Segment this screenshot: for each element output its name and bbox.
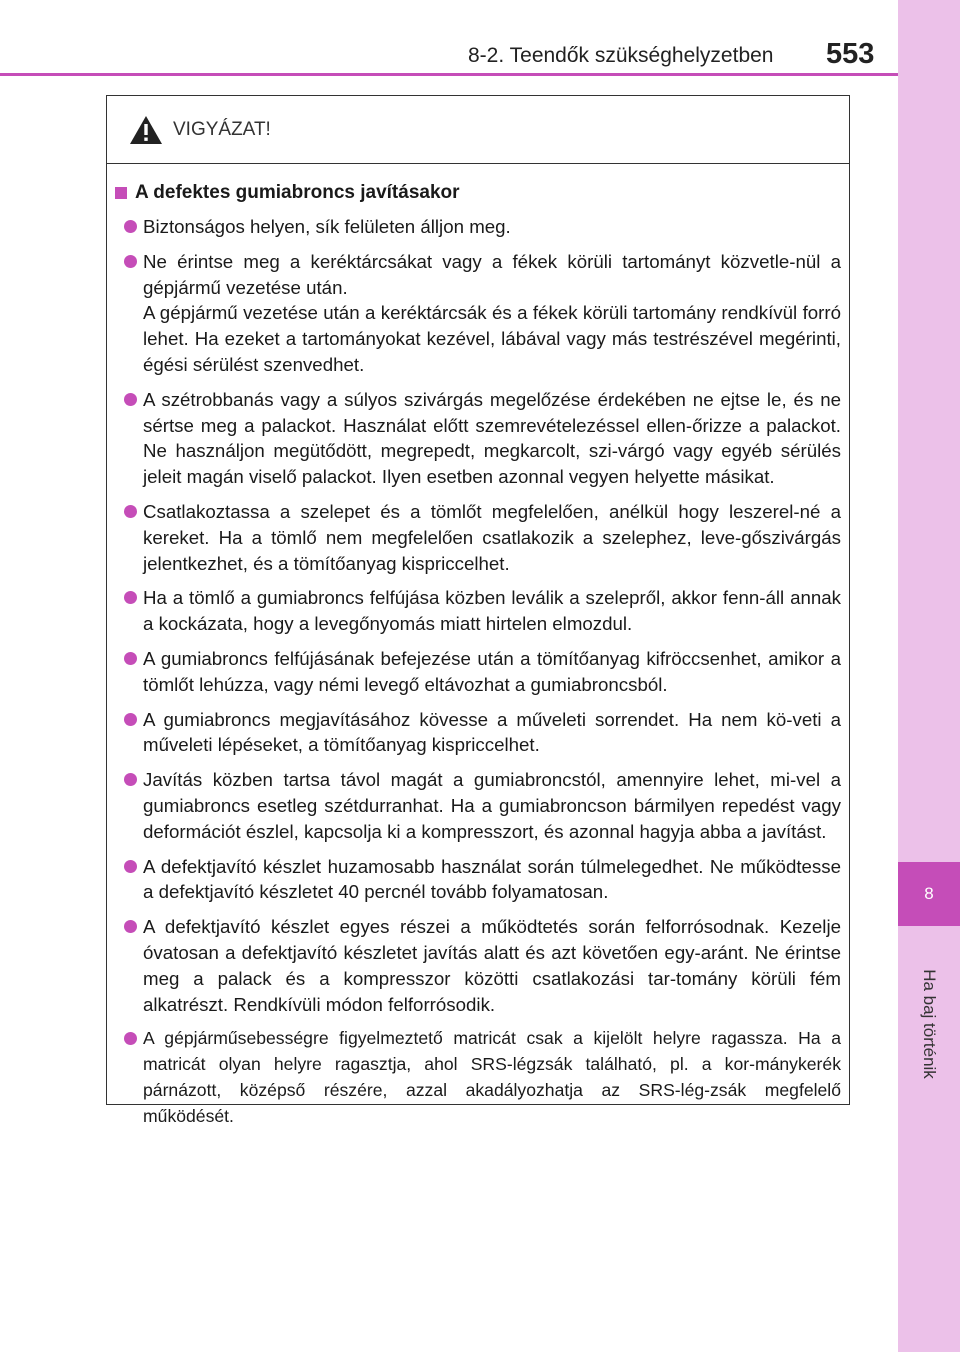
bullet-dot-icon — [124, 713, 137, 726]
bullet-item — [115, 249, 841, 378]
chapter-number-tab[interactable] — [898, 862, 960, 926]
square-bullet-icon — [115, 187, 127, 199]
warning-triangle-icon — [129, 115, 163, 145]
chapter-title: Ha baj történik — [920, 969, 939, 1079]
bullet-dot-icon — [124, 393, 137, 406]
bullet-item — [115, 914, 841, 1017]
bullet-text: Javítás közben tartsa távol magát a gumiabroncstól, amennyire lehet, mi-vel a gumiabroncs esetleg szétdurranhat. Ha a gumiabroncson bármilyen repedést vagy deformációt észlel, kapcsolja ki a kompresszort, és azonnal hagyja abba a javítást. — [143, 769, 841, 842]
header-rule — [0, 73, 898, 76]
bullet-item — [115, 1026, 841, 1129]
bullet-item — [115, 646, 841, 698]
bullet-dot-icon — [124, 652, 137, 665]
bullet-text: A szétrobbanás vagy a súlyos szivárgás megelőzése érdekében ne ejtse le, és ne sértse meg a palackot. Használat előtt szemrevételezéssel ellen-őrizze a palackot. Ne használjon megütődött, megrepedt, megkarcolt, szi-várgó vagy egyéb sérülés jeleit magán viselő palackot. Ilyen esetben azonnal vegyen helyette másikat. — [143, 388, 841, 488]
bullet-text: A gumiabroncs felfújásának befejezése után a tömítőanyag kifröccsenhet, amikor a tömlőt lehúzza, vagy némi levegő eltávozhat a gumiabroncsból. — [143, 647, 841, 695]
chapter-number: 8 — [924, 884, 934, 903]
bullet-text: A gépjárműsebességre figyelmeztető matricát csak a kijelölt helyre ragassza. Ha a matricát olyan helyre ragasztja, ahol SRS-légzsák található, pl. a kor-mánykerék párnázott, középső részére, azzal akadályozhatja az SRS-lég-zsák megfelelő működését. — [143, 1028, 841, 1126]
topic-title: A defektes gumiabroncs javításakor — [135, 182, 460, 203]
bullet-dot-icon — [124, 860, 137, 873]
bullet-dot-icon — [124, 591, 137, 604]
bullet-text: Csatlakoztassa a szelepet és a tömlőt megfelelően, anélkül hogy leszerel-né a kereket. Ha a tömlő nem megfelelően csatlakozik a szelephez, leve-gőszivárgás jelentkezhet, és a tömítőanyag kispriccelhet. — [143, 500, 841, 574]
bullet-dot-icon — [124, 220, 137, 233]
warning-header — [107, 96, 849, 164]
bullet-dot-icon — [124, 773, 137, 786]
warning-title: VIGYÁZAT! — [173, 118, 271, 140]
bullet-text: A defektjavító készlet egyes részei a működtetés során felforrósodnak. Kezelje óvatosan a defektjavító készletet javítás alatt és azt követően egy-aránt. Ne érintse meg a palack és a kompresszor közötti csatlakozási tar-tomány körüli fém alkatrészt. Rendkívüli módon felforrósodik. — [143, 916, 841, 1015]
bullet-item — [115, 707, 841, 759]
bullet-dot-icon — [124, 505, 137, 518]
bullet-item — [115, 767, 841, 844]
bullet-item — [115, 585, 841, 637]
bullet-item — [115, 854, 841, 906]
chapter-title-tab[interactable] — [898, 954, 960, 1094]
bullet-item — [115, 499, 841, 576]
bullet-dot-icon — [124, 255, 137, 268]
warning-body — [107, 164, 849, 1130]
bullet-text: Biztonságos helyen, sík felületen álljon meg. — [143, 216, 511, 237]
bullet-text: A defektjavító készlet huzamosabb használat során túlmelegedhet. Ne működtesse a defektjavító készletet 40 percnél tovább folyamatosan. — [143, 855, 841, 903]
bullet-text: Ne érintse meg a keréktárcsákat vagy a fékek körüli tartományt közvetle-nül a gépjármű vezetése után. A gépjármű vezetése után a keréktárcsák és a fékek körüli tartomány rendkívül forró lehet. Ha ezeket a tartományokat kezével, lábával vagy más testrészével megérinti, égési sérülést szenvedhet. — [143, 250, 841, 375]
page-number: 553 — [826, 38, 875, 70]
topic-heading — [115, 182, 841, 204]
bullet-text: Ha a tömlő a gumiabroncs felfújása közben leválik a szelepről, akkor fenn-áll annak a kockázata, hogy a levegőnyomás miatt hirtelen elmozdul. — [143, 587, 841, 635]
chapter-side-tab — [898, 0, 960, 1352]
bullet-text: A gumiabroncs megjavításához kövesse a műveleti sorrendet. Ha nem kö-veti a műveleti lépéseket, a tömítőanyag kispriccelhet. — [143, 708, 841, 756]
section-title: 8-2. Teendők szükséghelyzetben — [468, 44, 774, 67]
bullet-item — [115, 214, 841, 240]
bullet-dot-icon — [124, 1032, 137, 1045]
bullet-item — [115, 387, 841, 490]
warning-box — [106, 95, 850, 1126]
bullet-dot-icon — [124, 920, 137, 933]
